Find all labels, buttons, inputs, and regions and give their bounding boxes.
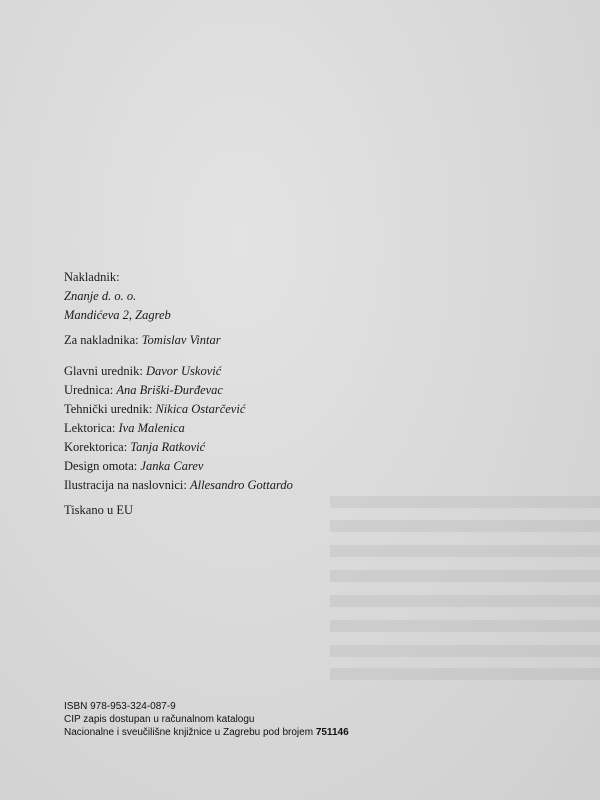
for-publisher-name: Tomislav Vintar: [141, 333, 221, 347]
credit-name: Janka Carev: [140, 459, 204, 473]
show-through-line: [330, 595, 600, 607]
publisher-label: Nakladnik:: [64, 270, 120, 284]
credit-role: Korektorica:: [64, 440, 128, 454]
credit-name: Ana Briški-Đurđevac: [116, 383, 223, 397]
credit-line: [64, 400, 293, 419]
isbn-block: [64, 700, 349, 739]
printed-in: Tiskano u EU: [64, 503, 133, 517]
credit-name: Davor Usković: [145, 364, 222, 378]
credit-name: Tanja Ratković: [130, 440, 206, 454]
credit-line: [64, 362, 293, 381]
credit-name: Allesandro Gottardo: [190, 478, 293, 492]
credit-line: [64, 419, 293, 438]
credit-line: [64, 476, 293, 495]
credit-name: Iva Malenica: [118, 421, 185, 435]
show-through-line: [330, 496, 600, 508]
isbn-number: ISBN 978-953-324-087-9: [64, 701, 176, 712]
show-through-line: [330, 545, 600, 557]
credit-line: [64, 438, 293, 457]
show-through-line: [330, 620, 600, 632]
cip-record-line: [64, 726, 349, 739]
cip-line: CIP zapis dostupan u računalnom katalogu: [64, 714, 255, 725]
credit-role: Urednica:: [64, 383, 114, 397]
credit-role: Lektorica:: [64, 421, 116, 435]
credit-role: Ilustracija na naslovnici:: [64, 478, 187, 492]
credit-role: Tehnički urednik:: [64, 402, 153, 416]
credit-line: [64, 457, 293, 476]
imprint-block: [64, 268, 293, 520]
publisher-address: Mandićeva 2, Zagreb: [64, 308, 171, 322]
cip-record-number: 751146: [315, 727, 349, 738]
show-through-line: [330, 570, 600, 582]
publisher-name: Znanje d. o. o.: [64, 289, 137, 303]
show-through-line: [330, 668, 600, 680]
cip-record-text: Nacionalne i sveučilišne knjižnice u Zagrebu pod brojem: [64, 727, 314, 738]
credit-name: Nikica Ostarčević: [155, 402, 246, 416]
credit-role: Design omota:: [64, 459, 138, 473]
show-through-line: [330, 645, 600, 657]
show-through-line: [330, 520, 600, 532]
for-publisher-label: Za nakladnika:: [64, 333, 139, 347]
credit-line: [64, 381, 293, 400]
for-publisher-line: [64, 331, 293, 350]
credit-role: Glavni urednik:: [64, 364, 143, 378]
